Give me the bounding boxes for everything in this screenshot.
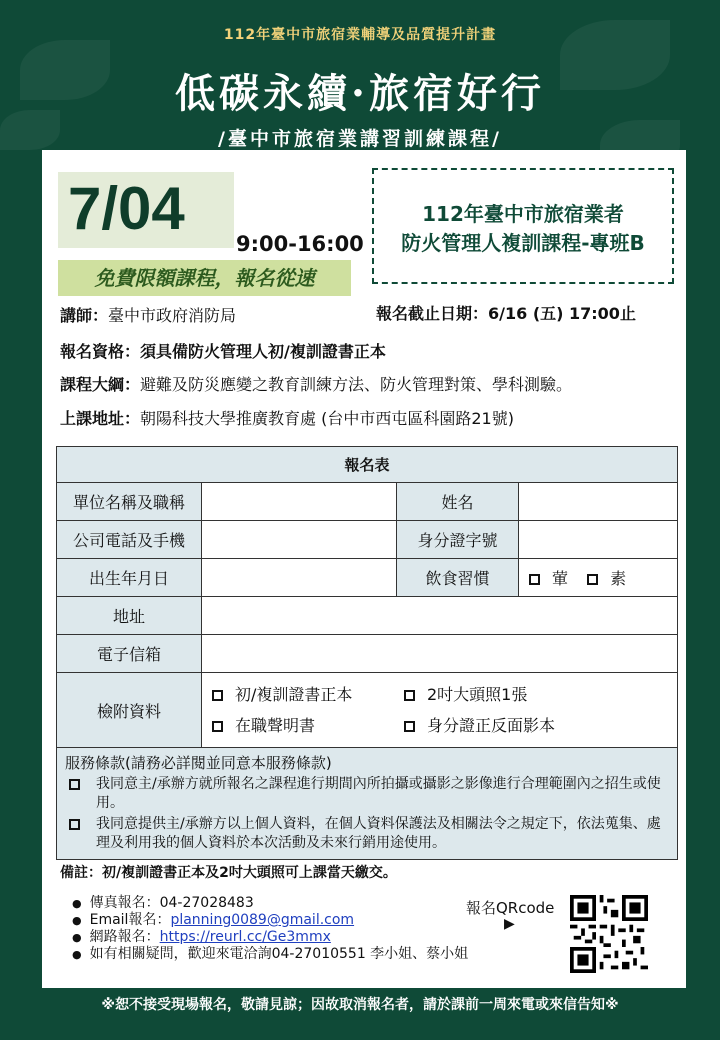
arrow-right-icon: ▶: [504, 916, 515, 932]
contact-web: [72, 929, 468, 946]
email-link[interactable]: planning0089@gmail.com: [170, 912, 355, 928]
email-contact-label: Email報名：: [89, 912, 171, 928]
outline-label: 課程大綱：: [60, 375, 141, 394]
phone-input[interactable]: [202, 521, 397, 559]
content-panel: [42, 150, 686, 988]
contact-inquiry: ● 如有相關疑問，歡迎來電洽詢04-27010551 李小姐、蔡小姐: [72, 946, 468, 963]
project-name: 112年臺中市旅宿業輔導及品質提升計畫: [223, 27, 497, 43]
term-photo-consent-checkbox[interactable]: [69, 779, 80, 790]
address-line: [60, 406, 514, 429]
contact-list: [72, 895, 468, 963]
name-input[interactable]: [519, 483, 678, 521]
course-type-title: /臺中市旅宿業講習訓練課程/: [218, 128, 502, 150]
qualification-label: 報名資格：: [60, 342, 141, 361]
attach-employment-label: 在職聲明書: [235, 716, 316, 735]
remark-note: 備註：初/複訓證書正本及2吋大頭照可上課當天繳交。: [60, 865, 397, 881]
instructor-value: 臺中市政府消防局: [108, 306, 237, 325]
attach-id-copy-label: 身分證正反面影本: [427, 716, 556, 735]
name-label: 姓名: [397, 483, 519, 521]
attach-id-copy-checkbox[interactable]: [404, 721, 415, 732]
attach-employment-checkbox[interactable]: [212, 721, 223, 732]
qr-code[interactable]: [570, 895, 648, 973]
terms-section: [57, 748, 678, 860]
qualification-value: 須具備防火管理人初/複訓證書正本: [140, 342, 386, 361]
event-date: 7/04: [68, 175, 185, 242]
birth-date-label: 出生年月日: [57, 559, 202, 597]
course-name-box: [372, 168, 674, 284]
course-name-line2: 防火管理人複訓課程-專班B: [401, 231, 645, 255]
form-title: 報名表: [57, 447, 678, 483]
attach-photo-label: 2吋大頭照1張: [427, 685, 528, 704]
phone-label: 公司電話及手機: [57, 521, 202, 559]
qualification-line: [60, 339, 386, 362]
diet-meat-label: 葷: [552, 569, 569, 588]
term-photo-consent-text: 我同意主/承辦方就所報名之課程進行期間內所拍攝或攝影之影像進行合理範圍內之招生或使用。: [96, 776, 661, 811]
contact-fax: [72, 895, 468, 912]
contact-email: [72, 912, 468, 929]
diet-meat-checkbox[interactable]: [529, 574, 540, 585]
attachments-label: 檢附資料: [57, 673, 202, 748]
attach-certificate-label: 初/複訓證書正本: [235, 685, 353, 704]
home-address-input[interactable]: [202, 597, 678, 635]
fax-number: 04-27028483: [159, 895, 254, 911]
web-label: 網路報名：: [89, 929, 160, 945]
diet-veg-label: 素: [610, 569, 627, 588]
diet-label: 飲食習慣: [397, 559, 519, 597]
birth-date-input[interactable]: [202, 559, 397, 597]
registration-deadline: 報名截止日期：6/16 (五) 17:00止: [376, 304, 636, 323]
instructor-label: 講師：: [60, 306, 109, 325]
web-link[interactable]: https://reurl.cc/Ge3mmx: [159, 929, 331, 945]
term-data-consent-checkbox[interactable]: [69, 819, 80, 830]
email-input[interactable]: [202, 635, 678, 673]
course-name-line1: 112年臺中市旅宿業者: [422, 202, 624, 226]
unit-input[interactable]: [202, 483, 397, 521]
id-number-label: 身分證字號: [397, 521, 519, 559]
terms-title: 服務條款(請務必詳閱並同意本服務條款): [65, 754, 332, 772]
slogan-title: 低碳永續·旅宿好行: [175, 70, 545, 117]
free-course-banner: 免費限額課程，報名從速: [58, 260, 351, 296]
id-number-input[interactable]: [519, 521, 678, 559]
instructor-line: [60, 303, 236, 326]
outline-line: [60, 372, 572, 395]
registration-form: [56, 446, 678, 860]
attach-photo-checkbox[interactable]: [404, 690, 415, 701]
bottom-notice: ※恕不接受現場報名，敬請見諒；因故取消報名者，請於課前一周來電或來信告知※: [101, 997, 619, 1013]
term-data-consent-text: 我同意提供主/承辦方以上個人資料，在個人資料保護法及相關法令之規定下，依法蒐集、處理及利用我的個人資料於本次活動及未來行銷用途使用。: [96, 816, 661, 851]
fax-label: 傳真報名：: [89, 895, 160, 911]
qr-label: 報名QRcode: [466, 899, 555, 917]
email-label: 電子信箱: [57, 635, 202, 673]
address-value: 朝陽科技大學推廣教育處 (台中市西屯區科園路21號): [140, 409, 514, 428]
event-time: 9:00-16:00: [236, 232, 364, 256]
diet-options: [519, 559, 678, 597]
outline-value: 避難及防災應變之教育訓練方法、防火管理對策、學科測驗。: [140, 375, 573, 394]
attachments-options: [202, 673, 678, 748]
attach-certificate-checkbox[interactable]: [212, 690, 223, 701]
address-label: 上課地址：: [60, 409, 141, 428]
unit-label: 單位名稱及職稱: [57, 483, 202, 521]
home-address-label: 地址: [57, 597, 202, 635]
diet-veg-checkbox[interactable]: [587, 574, 598, 585]
